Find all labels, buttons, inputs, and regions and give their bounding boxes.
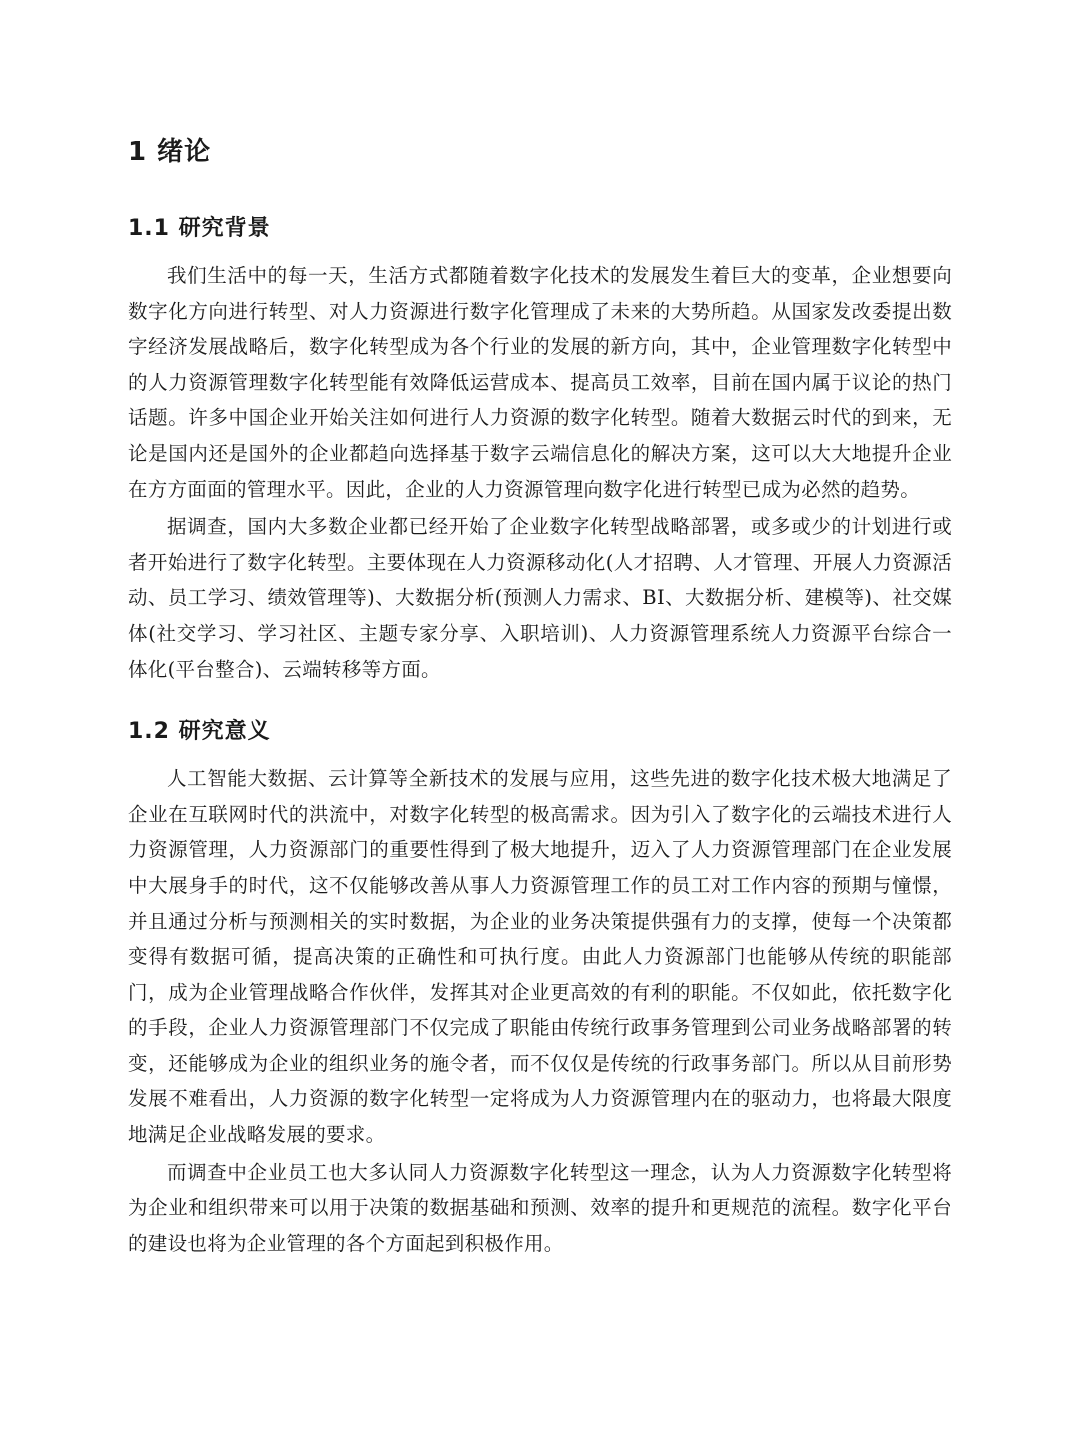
chapter-title: 1 绪论: [128, 137, 212, 167]
document-page: [128, 132, 952, 1263]
body-paragraph: 人工智能大数据、云计算等全新技术的发展与应用，这些先进的数字化技术极大地满足了企业在互联网时代的洪流中，对数字化转型的极高需求。因为引入了数字化的云端技术进行人力资源管理，人力资源部门的重要性得到了极大地提升，迈入了人力资源管理部门在企业发展中大展身手的时代，这不仅能够改善从事人力资源管理工作的员工对工作内容的预期与憧憬，并且通过分析与预测相关的实时数据，为企业的业务决策提供强有力的支撑，使每一个决策都变得有数据可循，提高决策的正确性和可执行度。由此人力资源部门也能够从传统的职能部门，成为企业管理战略合作伙伴，发挥其对企业更高效的有利的职能。不仅如此，依托数字化的手段，企业人力资源管理部门不仅完成了职能由传统行政事务管理到公司业务战略部署的转变，还能够成为企业的组织业务的施令者，而不仅仅是传统的行政事务部门。所以从目前形势发展不难看出，人力资源的数字化转型一定将成为人力资源管理内在的驱动力，也将最大限度地满足企业战略发展的要求。: [128, 767, 952, 1147]
body-paragraph: 我们生活中的每一天，生活方式都随着数字化技术的发展发生着巨大的变革，企业想要向数字化方向进行转型、对人力资源进行数字化管理成了未来的大势所趋。从国家发改委提出数字经济发展战略后，数字化转型成为各个行业的发展的新方向，其中，企业管理数字化转型中的人力资源管理数字化转型能有效降低运营成本、提高员工效率，目前在国内属于议论的热门话题。许多中国企业开始关注如何进行人力资源的数字化转型。随着大数据云时代的到来，无论是国内还是国外的企业都趋向选择基于数字云端信息化的解决方案，这可以大大地提升企业在方方面面的管理水平。因此，企业的人力资源管理向数字化进行转型已成为必然的趋势。: [128, 264, 952, 501]
section-spacer: [128, 689, 952, 715]
body-paragraph: 而调查中企业员工也大多认同人力资源数字化转型这一理念，认为人力资源数字化转型将为企业和组织带来可以用于决策的数据基础和预测、效率的提升和更规范的流程。数字化平台的建设也将为企业管理的各个方面起到积极作用。: [128, 1160, 952, 1255]
section-heading-background: 1.1 研究背景: [128, 216, 271, 241]
body-paragraph: 据调查，国内大多数企业都已经开始了企业数字化转型战略部署，或多或少的计划进行或者开始进行了数字化转型。主要体现在人力资源移动化(人才招聘、人才管理、开展人力资源活动、员工学习、绩效管理等)、大数据分析(预测人力需求、BI、大数据分析、建模等)、社交媒体(社交学习、学习社区、主题专家分享、入职培训)、人力资源管理系统人力资源平台综合一体化(平台整合)、云端转移等方面。: [128, 515, 952, 681]
section-heading-significance: 1.2 研究意义: [128, 719, 271, 745]
